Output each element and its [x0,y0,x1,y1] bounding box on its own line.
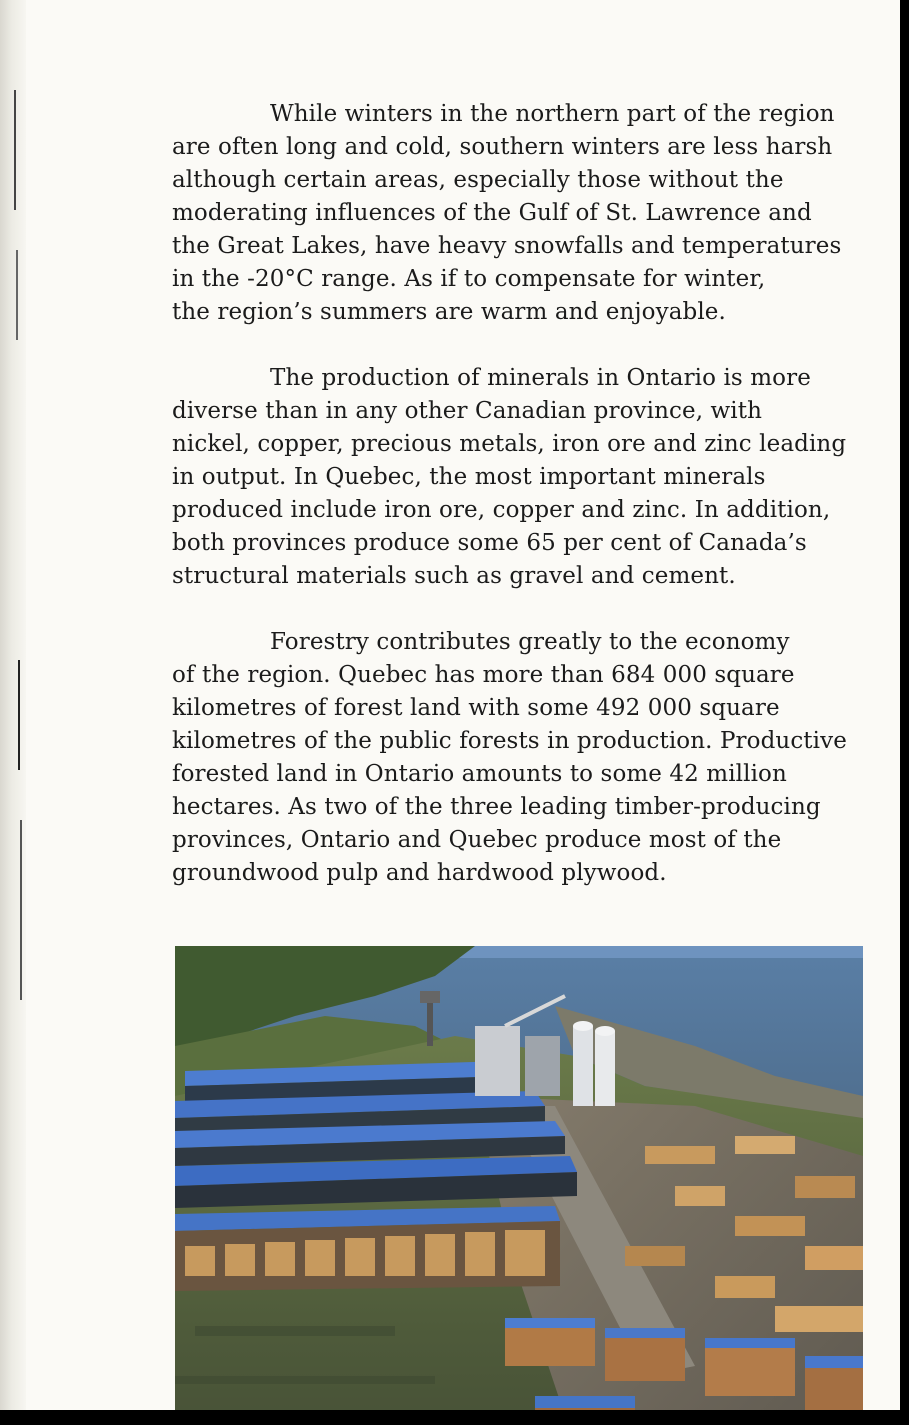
page-binding-gutter [0,0,26,1410]
sawmill-photo [175,946,863,1410]
body-text [172,98,862,923]
paragraph-minerals: The production of minerals in Ontario is more diverse than in any other Canadian province, with nickel, copper, precious metals, iron ore and zinc leading in output. In Quebec, the most important minerals produced include iron ore, copper and zinc. In addition, both provinces produce some 65 per cent of Canada’s structural materials such as gravel and cement. [172,365,847,589]
scan-border [0,1410,909,1425]
paragraph-winters: While winters in the northern part of the region are often long and cold, southern winters are less harsh although certain areas, especially those without the moderating influences of the Gulf of St. Lawrence and the Great Lakes, have heavy snowfalls and temperatures in the -20°C range. As if to compensate for winter, the region’s summers are warm and enjoyable. [172,101,842,325]
paragraph-forestry: Forestry contributes greatly to the economy of the region. Quebec has more than 684 000 square kilometres of forest land with some 492 000 square kilometres of the public forests in production. Productive forested land in Ontario amounts to some 42 million hectares. As two of the three leading timber-producing provinces, Ontario and Quebec produce most of the groundwood pulp and hardwood plywood. [172,629,847,886]
sawmill-photo-illustration [175,946,863,1410]
